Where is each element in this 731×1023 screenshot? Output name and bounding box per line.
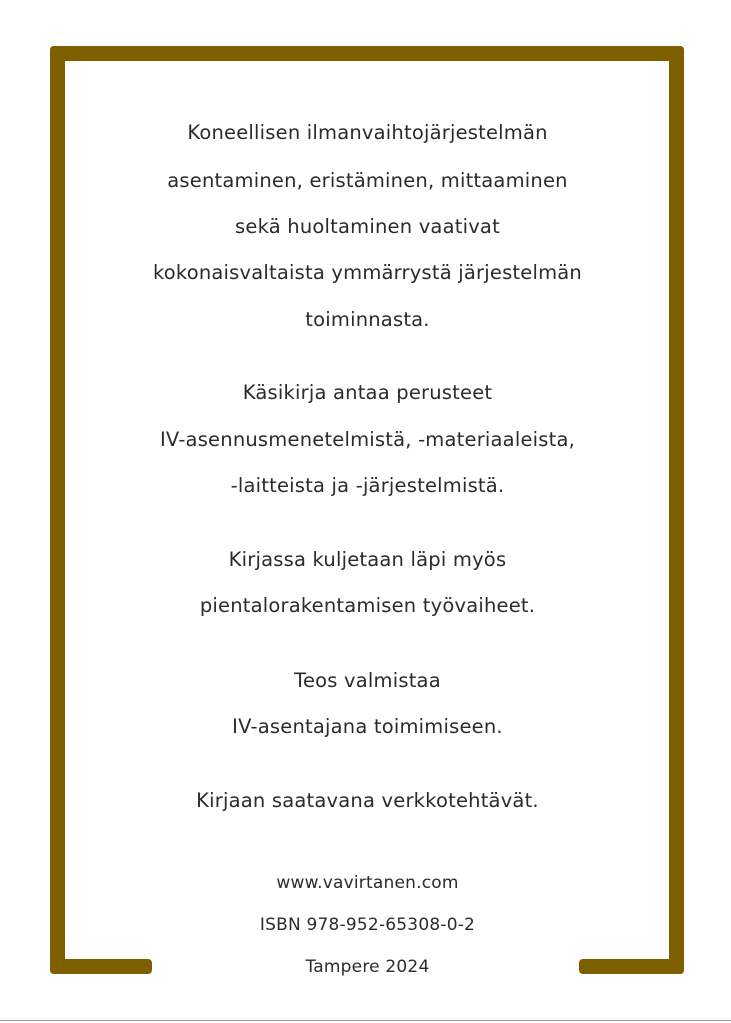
- isbn-text: ISBN 978-952-65308-0-2: [259, 915, 476, 935]
- paragraph-4-line-1: Teos valmistaa: [294, 669, 441, 692]
- page-bottom-edge: [0, 1020, 731, 1021]
- paragraph-1-line-1: Koneellisen ilmanvaihtojärjestelmän: [187, 121, 548, 144]
- paragraph-2-line-1: Käsikirja antaa perusteet: [242, 381, 493, 404]
- paragraph-1-line-4: kokonaisvaltaista ymmärrystä järjestelmän: [152, 261, 582, 284]
- paragraph-3-line-1: Kirjassa kuljetaan läpi myös: [228, 548, 507, 571]
- place-year-text: Tampere 2024: [305, 957, 430, 977]
- paragraph-2-line-3: -laitteista ja -järjestelmistä.: [230, 474, 505, 497]
- paragraph-1-line-3: sekä huoltaminen vaativat: [235, 215, 500, 238]
- paragraph-3-line-2: pientalorakentamisen työvaiheet.: [199, 594, 536, 617]
- paragraph-1-line-2: asentaminen, eristäminen, mittaaminen: [167, 169, 568, 192]
- frame-top-border: [50, 46, 684, 61]
- website-text: www.vavirtanen.com: [276, 873, 459, 893]
- paragraph-4-line-2: IV-asentajana toimimiseen.: [232, 715, 503, 738]
- paragraph-5-line-1: Kirjaan saatavana verkkotehtävät.: [196, 789, 539, 812]
- frame-left-border: [50, 46, 65, 974]
- paragraph-2-line-2: IV-asennusmenetelmistä, -materiaaleista,: [159, 428, 576, 451]
- paragraph-1-line-5: toiminnasta.: [305, 308, 430, 331]
- frame-right-border: [669, 46, 684, 974]
